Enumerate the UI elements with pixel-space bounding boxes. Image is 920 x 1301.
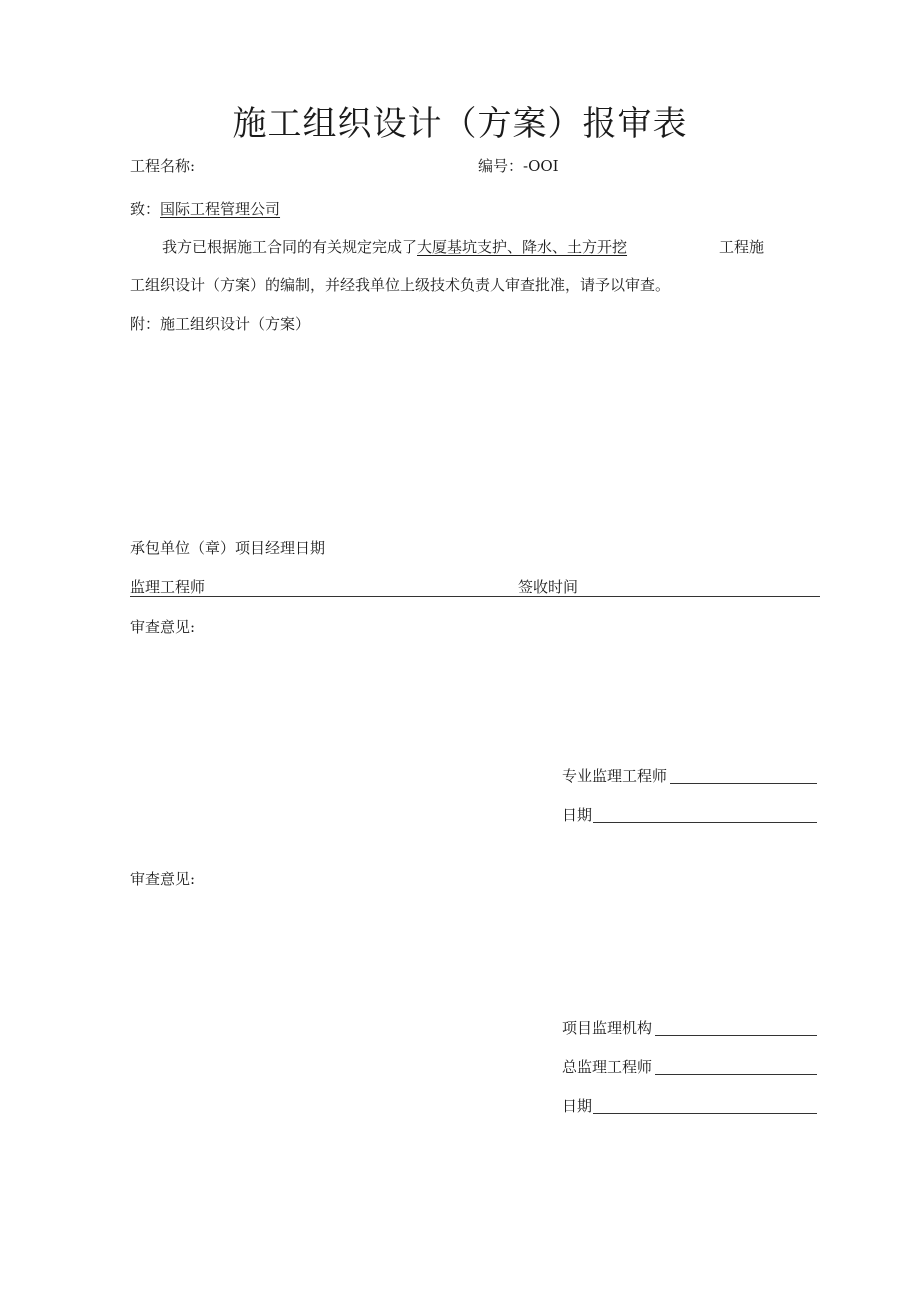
review1-engineer-label: 专业监理工程师: [562, 767, 668, 785]
body-line-1-prefix: 我方已根据施工合同的有关规定完成了: [162, 238, 418, 256]
addressee-company: 国际工程管理公司: [160, 200, 281, 218]
review2-chief-signature-line: [655, 1074, 817, 1075]
form-number-label: 编号：: [478, 157, 524, 175]
receipt-time-label: 签收时间: [518, 578, 579, 596]
addressee: [130, 199, 280, 219]
project-name-label: 工程名称:: [130, 157, 196, 175]
review2-date-line: [593, 1113, 817, 1114]
review2-opinion-label: 审查意见:: [130, 870, 196, 888]
addressee-prefix: 致：: [130, 200, 161, 218]
receipt-divider: [130, 596, 820, 597]
body-line-2: 工组织设计（方案）的编制，并经我单位上级技术负责人审查批准，请予以审查。: [130, 276, 671, 294]
body-line-1-suffix: 工程施: [719, 238, 765, 256]
review2-date-label: 日期: [562, 1097, 593, 1115]
review1-opinion-label: 审查意见:: [130, 618, 196, 636]
page-title: 施工组织设计（方案）报审表: [232, 104, 688, 144]
form-number: [478, 156, 559, 176]
project-scope: 大厦基坑支护、降水、土方开挖: [417, 238, 628, 256]
contractor-signature-line: 承包单位（章）项目经理日期: [130, 539, 326, 557]
attachment-line: 附：施工组织设计（方案）: [130, 315, 311, 333]
review1-date-label: 日期: [562, 806, 593, 824]
receipt-engineer-label: 监理工程师: [130, 578, 206, 596]
review2-org-signature-line: [655, 1035, 817, 1036]
review2-chief-label: 总监理工程师: [562, 1058, 653, 1076]
form-number-value: -OOI: [523, 157, 559, 175]
review1-engineer-signature-line: [670, 783, 817, 784]
review1-date-line: [593, 822, 817, 823]
body-line-1: [162, 237, 627, 257]
review2-org-label: 项目监理机构: [562, 1019, 653, 1037]
